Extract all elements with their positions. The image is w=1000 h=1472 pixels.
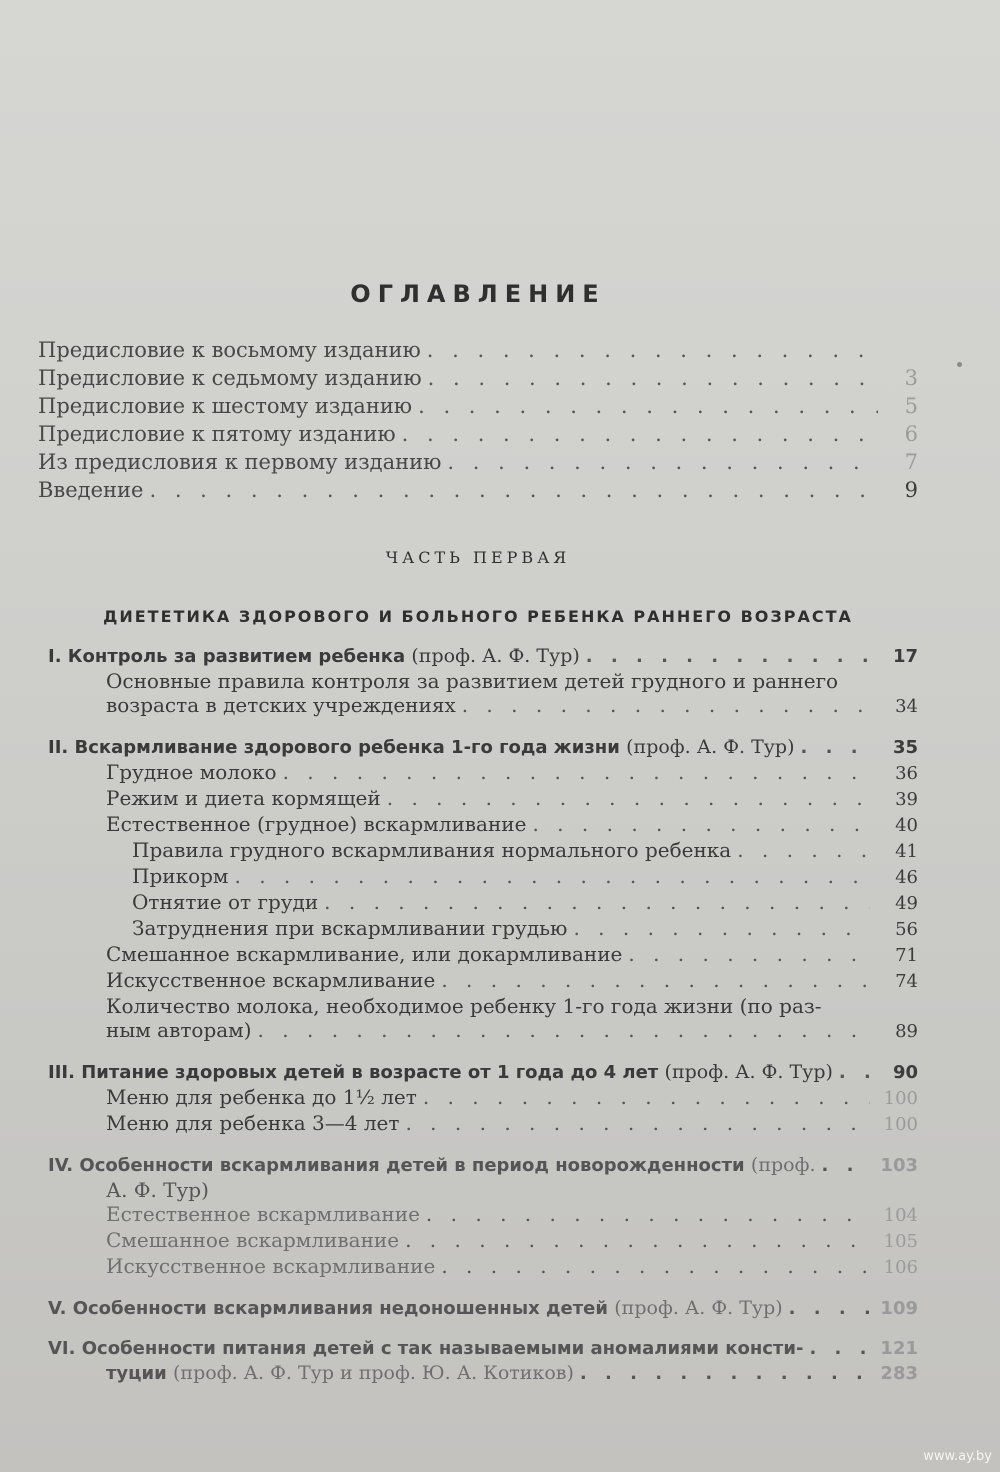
leader-dots xyxy=(417,1085,870,1109)
chapter-title: III. Питание здоровых детей в возрасте от 1 года до 4 лет xyxy=(48,1062,659,1083)
leader-dots xyxy=(526,812,870,836)
entry-label: Правила грудного вскармливания нормального ребенка xyxy=(132,838,732,862)
list-item xyxy=(48,786,918,812)
entry-page: 3 xyxy=(904,366,918,390)
chapter-page: 35 xyxy=(892,737,918,758)
list-item xyxy=(48,1254,918,1280)
chapter-4 xyxy=(48,1153,918,1280)
list-item xyxy=(48,1178,918,1202)
chapter-heading xyxy=(48,1337,918,1361)
entry-page: 100 xyxy=(883,1114,918,1135)
chapter-1 xyxy=(48,644,918,719)
entry-label: Предисловие к восьмому изданию xyxy=(38,338,421,362)
chapter-title: IV. Особенности вскармливания детей в период новорожденности xyxy=(48,1155,745,1176)
list-item xyxy=(38,336,918,364)
leader-dots xyxy=(381,786,870,810)
entry-label: Естественное вскармливание xyxy=(106,1202,420,1226)
chapter-3 xyxy=(48,1060,918,1137)
entry-label: Грудное молоко xyxy=(106,760,277,784)
entry-page: 41 xyxy=(895,841,918,862)
leader-dots xyxy=(435,1254,870,1278)
chapter-title-continued: туции xyxy=(106,1363,167,1384)
chapter-5 xyxy=(48,1296,918,1321)
chapter-heading xyxy=(48,735,918,760)
entry-page: 9 xyxy=(904,478,918,502)
chapter-heading xyxy=(48,644,918,669)
leader-dots xyxy=(318,890,870,914)
leader-dots xyxy=(277,760,870,784)
leader-dots xyxy=(795,736,871,760)
leader-dots xyxy=(456,693,870,717)
entry-label: Искусственное вскармливание xyxy=(106,968,436,992)
list-item xyxy=(48,1228,918,1254)
chapter-heading-continued xyxy=(48,1361,918,1386)
entry-label: Из предисловия к первому изданию xyxy=(38,450,442,474)
chapter-page: 103 xyxy=(880,1155,918,1176)
chapter-page: 283 xyxy=(880,1363,918,1384)
chapter-2 xyxy=(48,735,918,1044)
entry-page: 36 xyxy=(895,763,918,784)
chapter-page: 121 xyxy=(880,1338,918,1359)
list-item xyxy=(48,669,918,693)
list-item xyxy=(48,994,918,1018)
leader-dots xyxy=(420,1202,870,1226)
chapter-title: I. Контроль за развитием ребенка xyxy=(48,646,406,667)
entry-label: Предисловие к шестому изданию xyxy=(38,394,413,418)
chapter-heading xyxy=(48,1153,918,1178)
chapter-author: (проф. А. Ф. Тур и проф. Ю. А. Котиков) xyxy=(173,1362,574,1384)
entry-label: ным авторам) xyxy=(106,1018,252,1042)
entry-label: Меню для ребенка до 1½ лет xyxy=(106,1085,417,1109)
entry-label: Отнятие от груди xyxy=(132,890,319,914)
chapter-heading xyxy=(48,1296,918,1321)
chapter-author: (проф. А. Ф. Тур) xyxy=(614,1297,783,1319)
list-item xyxy=(38,364,918,392)
entry-page: 34 xyxy=(895,696,918,717)
entry-page: 71 xyxy=(895,945,918,966)
list-item xyxy=(48,1018,918,1044)
entry-label: Режим и диета кормящей xyxy=(106,786,381,810)
list-item xyxy=(48,916,918,942)
entry-label: Затруднения при вскармливании грудью xyxy=(132,916,568,940)
list-item xyxy=(48,1111,918,1137)
entry-page: 105 xyxy=(883,1231,918,1252)
entry-page: 40 xyxy=(895,815,918,836)
leader-dots xyxy=(833,1061,870,1085)
chapter-page: 90 xyxy=(892,1062,918,1083)
page-title: ОГЛАВЛЕНИЕ xyxy=(350,280,606,308)
leader-dots xyxy=(803,1337,870,1361)
list-item xyxy=(48,812,918,838)
leader-dots xyxy=(252,1018,870,1042)
leader-dots xyxy=(441,448,878,476)
list-item xyxy=(48,942,918,968)
leader-dots xyxy=(143,476,878,504)
leader-dots xyxy=(783,1297,870,1321)
entry-page: 100 xyxy=(883,1088,918,1109)
entry-label: Введение xyxy=(38,478,144,502)
entry-page: 39 xyxy=(895,789,918,810)
list-item xyxy=(48,864,918,890)
leader-dots xyxy=(399,1228,870,1252)
entry-label: возраста в детских учреждениях xyxy=(106,693,456,717)
entry-label: Предисловие к седьмому изданию xyxy=(38,366,422,390)
part-title: ДИЕТЕТИКА ЗДОРОВОГО И БОЛЬНОГО РЕБЕНКА РАННЕГО ВОЗРАСТА xyxy=(103,607,853,626)
leader-dots xyxy=(412,392,878,420)
table-of-contents xyxy=(38,270,918,1386)
chapter-page: 17 xyxy=(892,646,918,667)
leader-dots xyxy=(399,1111,870,1135)
entry-label: Меню для ребенка 3—4 лет xyxy=(106,1111,400,1135)
chapter-author-continued: А. Ф. Тур) xyxy=(106,1178,209,1202)
entry-label: Смешанное вскармливание, или докармливание xyxy=(106,942,623,966)
entry-page: 49 xyxy=(895,893,918,914)
entry-label: Количество молока, необходимое ребенку 1-го года жизни (по раз- xyxy=(106,994,822,1018)
chapter-title: II. Вскармливание здорового ребенка 1-го года жизни xyxy=(48,737,620,758)
leader-dots xyxy=(228,864,870,888)
list-item xyxy=(48,1085,918,1111)
leader-dots xyxy=(421,336,878,364)
entry-page: 74 xyxy=(895,971,918,992)
entry-label: Прикорм xyxy=(132,864,229,888)
chapter-title: V. Особенности вскармливания недоношенных детей xyxy=(48,1298,608,1319)
chapter-heading xyxy=(48,1060,918,1085)
leader-dots xyxy=(816,1154,870,1178)
entry-label: Естественное (грудное) вскармливание xyxy=(106,812,527,836)
entry-page: 89 xyxy=(895,1021,918,1042)
entry-page: 106 xyxy=(883,1257,918,1278)
part-label: ЧАСТЬ ПЕРВАЯ xyxy=(385,548,571,567)
entry-page: 56 xyxy=(895,919,918,940)
leader-dots xyxy=(422,364,878,392)
list-item xyxy=(48,968,918,994)
entry-label: Основные правила контроля за развитием детей грудного и раннего xyxy=(106,669,839,693)
list-item xyxy=(48,693,918,719)
list-item xyxy=(48,760,918,786)
entry-page: 6 xyxy=(904,422,918,446)
chapter-list xyxy=(38,644,918,1386)
chapter-author: (проф. xyxy=(750,1154,816,1176)
chapter-author: (проф. А. Ф. Тур) xyxy=(411,645,580,667)
paper-spot xyxy=(957,362,962,367)
chapter-author: (проф. А. Ф. Тур) xyxy=(626,736,795,758)
leader-dots xyxy=(574,1362,870,1386)
entry-label: Искусственное вскармливание xyxy=(106,1254,436,1278)
entry-page: 5 xyxy=(904,394,918,418)
entry-page: 7 xyxy=(904,450,918,474)
watermark: www.ay.by xyxy=(923,1449,992,1464)
list-item xyxy=(38,420,918,448)
leader-dots xyxy=(396,420,878,448)
chapter-page: 109 xyxy=(880,1298,918,1319)
list-item xyxy=(48,838,918,864)
leader-dots xyxy=(580,645,870,669)
entry-label: Смешанное вскармливание xyxy=(106,1228,400,1252)
list-item xyxy=(38,476,918,504)
chapter-6 xyxy=(48,1337,918,1386)
list-item xyxy=(48,1202,918,1228)
entry-page: 104 xyxy=(883,1205,918,1226)
leader-dots xyxy=(622,942,870,966)
leader-dots xyxy=(567,916,870,940)
list-item xyxy=(38,392,918,420)
entry-label: Предисловие к пятому изданию xyxy=(38,422,396,446)
list-item xyxy=(38,448,918,476)
chapter-title: VI. Особенности питания детей с так называемыми аномалиями консти- xyxy=(48,1338,804,1359)
leader-dots xyxy=(435,968,870,992)
leader-dots xyxy=(731,838,870,862)
front-matter-list xyxy=(38,336,918,504)
list-item xyxy=(48,890,918,916)
chapter-author: (проф. А. Ф. Тур) xyxy=(664,1061,833,1083)
entry-page: 46 xyxy=(895,867,918,888)
